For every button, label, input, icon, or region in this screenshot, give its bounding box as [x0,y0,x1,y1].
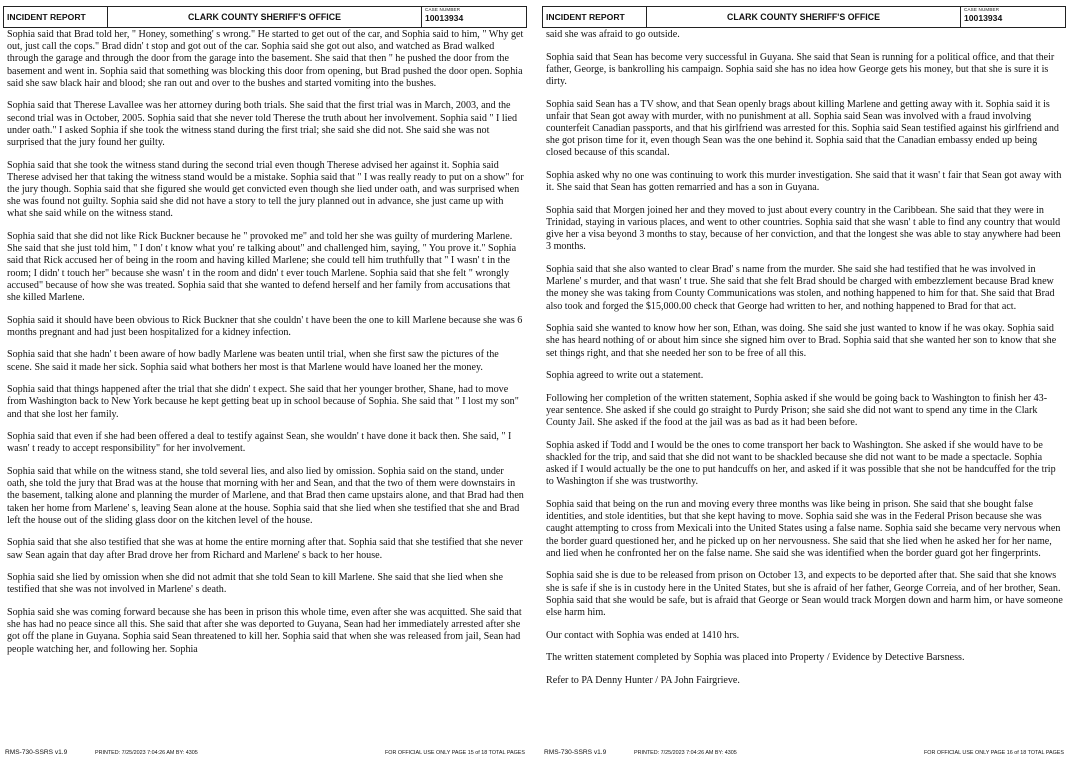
paragraph: Sophia said that being on the run and moving every three months was like being in prison. She said that she bought false identities, and stole identities, but that she kept having to move. Sophia said she was in the Federal Prison because she was caught attempting to cross from Mexicali into the United States using a false name. Sophia said she became very nervous when the border guard questioned her, and he picked up on her nervousness. She said that she lied when he asked her for her name, and lied when he confronted her on the false name. She said she was identified when the border guard got her fingerprints. [546,499,1061,559]
paragraph: Sophia said she lied by omission when she did not admit that she told Sean to kill Marlene. She said that she lied when she testified that she was not involved in Marlene' s death. [7,572,503,596]
agency-name: CLARK COUNTY SHERIFF'S OFFICE [727,12,880,22]
case-number-box [960,7,1065,27]
page-footer [544,747,1064,758]
paragraph: Sophia agreed to write out a statement. [546,370,704,382]
paragraph: Sophia said that Morgen joined her and they moved to just about every country in the Caribbean. She said that they were in Trinidad, staying in various places, and went to other countries. Sophia said that she wasn' t able to find any country that would give her a visa beyond 3 months to stay, because of her conviction, and that the longest she was able to stay anywhere had been 3 months. [546,204,1061,253]
form-id: RMS-730-SSRS v1.9 [5,749,68,756]
paragraph: Sophia said she wanted to know how her son, Ethan, was doing. She said she just wanted to know if he was okay. Sophia said she has heard nothing of or about him since she signed him over to Brad. Sophia said that she wanted her son to know that she set things right, and that she needed her son to be free of all this. [546,323,1057,359]
paragraph: Sophia said that she also wanted to clear Brad' s name from the murder. She said she had testified that he was involved in Marlene' s murder, and that wasn' t true. She said that she felt Brad should be charged with embezzlement because Brad knew the money she was taking from County Communications was stolen, and nothing happened to him for that. She said that Brad also took and forged the $15,000.00 check that George had written to her, and nothing happened to Brad for that act. [546,264,1055,312]
paragraph: Sophia said that she also testified that she was at home the entire morning after that. Sophia said that she testified that she never saw Sean again that day after Brad drove her from Richard and Marlene' s back to her house. [7,537,523,561]
report-page-16 [542,6,1066,760]
page-number: FOR OFFICIAL USE ONLY PAGE 15 of 18 TOTAL PAGES [385,749,525,756]
narrative-text [7,29,524,744]
printed-info: PRINTED: 7/25/2023 7:04:26 AM BY: 4305 [634,749,737,756]
report-page-15 [3,6,527,760]
paragraph: Sophia said that Therese Lavallee was her attorney during both trials. She said that the first trial was in March, 2003, and the second trial was in October, 2005. Sophia said that she never told Therese the truth about her involvement. Sophia said " I lied under oath." I asked Sophia if she took the witness stand during the first trial; she said she did not. She said she was not surprised that the jury found her guilty. [7,100,518,149]
paragraph: Sophia asked if Todd and I would be the ones to come transport her back to Washington. She asked if she would have to be shackled for the trip, and said that she did not want to be shackled because she did not want to be made a spectacle. Sophia asked if I would actually be the one to put handcuffs on her, and asked if it was possible that she not be handcuffed for the trip to Washington if she was trustworthy. [546,439,1056,488]
page-footer [5,747,525,758]
case-number: 10013934 [964,13,1003,23]
form-id: RMS-730-SSRS v1.9 [544,749,607,756]
agency-name: CLARK COUNTY SHERIFF'S OFFICE [188,12,341,22]
paragraph: Sophia said Sean has a TV show, and that Sean openly brags about killing Marlene and getting away with it. Sophia said it is unfair that Sean got away with murder, with no punishment at all. Sophia said Sean was involved with a fraud involving counterfeit Canadian passports, and that his girlfriend was arrested for this. Sophia said Sean testified against his girlfriend and she got prison time for it, even though Sean was the one behind it. Sophia said that the Canadian embassy ended up being closed because of this scandal. [546,98,1059,159]
paragraph: Sophia said that she did not like Rick Buckner because he " provoked me" and told her she was guilty of murdering Marlene. She said that she just told him, " I don' t know what you' re talking about" and challenged him, saying, " You prove it." Sophia said that Rick accused her of being in the room and having killed Marlene; she could tell him truthfully that " I wasn' t in the room; I didn' t touch her" because she wasn' t in the room and didn' t ever touch Marlene. Sophia said that she felt " wrongly accused" because of how she was treated. Sophia said that she wanted to defend herself and her family from accusations that she killed Marlene. [7,231,517,304]
case-number-label: CASE NUMBER [425,7,461,12]
case-number-label: CASE NUMBER [964,7,1000,12]
paragraph: Sophia said she was coming forward because she has been in prison this whole time, even after she was acquitted. She said that she has had no peace since all this. She said that after she was deported to Guyana, Sean had her immediately arrested after she got off the plane in Guyana. Sophia said Sean threatened to kill her. Sophia said that when she was released from jail, Sean had people watching her, and following her. Sophia [7,607,522,655]
paragraph: Refer to PA Denny Hunter / PA John Fairgrieve. [546,674,740,686]
printed-info: PRINTED: 7/25/2023 7:04:26 AM BY: 4305 [95,749,198,756]
paragraph: Following her completion of the written statement, Sophia asked if she would be going back to Washington to finish her 43-year sentence. She asked if she could go straight to Purdy Prison; she said she did not want to spend any time in the Clark County Jail. She asked if the food at the jail was as bad as it had been before. [546,392,1048,429]
paragraph: Sophia said she is due to be released from prison on October 13, and expects to be deported after that. She said that she knows she is safe if she is in custody here in the United States, but she is afraid of her father, George Correia, and of her brother, Sean. Sophia said that she would be safe, but is afraid that George or Sean would track Morgen down and harm him, or have someone else harm him. [546,570,1063,619]
report-type: INCIDENT REPORT [543,7,647,27]
paragraph: said she was afraid to go outside. [546,29,680,40]
paragraph: Sophia said that she took the witness stand during the second trial even though Therese advised her against it. Sophia said Therese advised her that taking the witness stand would be a mistake. Sophia said that " I was really ready to put on a show" for the jury though. Sophia said that she figured she would get convicted even though she lied under oath, and was surprised when she was found not guilty. Sophia said she did not have a story to tell the jury planned out in advance, she just came up with what she said while on the witness stand. [7,159,524,220]
paragraph: Sophia asked why no one was continuing to work this murder investigation. She said that it wasn' t fair that Sean got away with it. She said that Sean has gotten remarried and has a son in Guyana. [546,170,1062,194]
report-header [3,6,527,28]
paragraph: Sophia said that Sean has become very successful in Guyana. She said that Sean is running for a political office, and that their father, George, is bankrolling his campaign. Sophia said she has no idea how George gets his money, but that she is sure it is dirty. [546,51,1055,87]
report-type: INCIDENT REPORT [4,7,108,27]
paragraph: Sophia said that things happened after the trial that she didn' t expect. She said that her younger brother, Shane, had to move from Washington back to New York because he kept getting beat up in school because of Sophia. She said that " I lost my son" and that she lost her family. [7,384,519,420]
narrative-text [546,29,1063,744]
report-header [542,6,1066,28]
case-number: 10013934 [425,13,464,23]
paragraph: Sophia said that while on the witness stand, she told several lies, and also lied by omission. Sophia said on the stand, under oath, she told the jury that Brad was at the house that morning with her and Sean, and that the two of them were downstairs in the basement, talking alone and planning the murder of Marlene, and that Brad then came upstairs alone, and that Brad had then taken her home from Marlene' s, leaving Sean alone at the house. Sophia said that she lied when she testified that she and Brad left the house out of the sliding glass door on the kitchen level of the house. [7,466,524,526]
paragraph: The written statement completed by Sophia was placed into Property / Evidence by Detective Barsness. [546,652,965,664]
paragraph: Sophia said it should have been obvious to Rick Buckner that she couldn' t have been the one to kill Marlene because she was 6 months pregnant and had just been hospitalized for a kidney infection. [7,314,523,338]
paragraph: Sophia said that she hadn' t been aware of how badly Marlene was beaten until trial, when she first saw the pictures of the scene. She said it made her sick. Sophia said what bothers her most is that Marlene would have loaned her the money. [7,349,499,373]
case-number-box [421,7,526,27]
paragraph: Sophia said that even if she had been offered a deal to testify against Sean, she wouldn' t have done it back then. She said, " I wasn' t ready to accept responsibility" for her involvement. [7,431,512,455]
paragraph: Sophia said that Brad told her, " Honey, something' s wrong." He started to get out of the car, and Sophia said to him, " Why get out, just call the cops." Brad didn' t stop and got out of the car. Sophia said she got out also, and watched as Brad walked through the garage and through the door from the garage into the basement. She said that then " he pushed the door from the basement and went in. Sophia said that something was blocking this door from opening, but Brad pushed the door open. Sophia said she saw black hair and blood; she ran out and over to the bushes and started vomiting into the bushes. [7,29,524,89]
paragraph: Our contact with Sophia was ended at 1410 hrs. [546,629,740,641]
page-number: FOR OFFICIAL USE ONLY PAGE 16 of 18 TOTAL PAGES [924,749,1064,756]
